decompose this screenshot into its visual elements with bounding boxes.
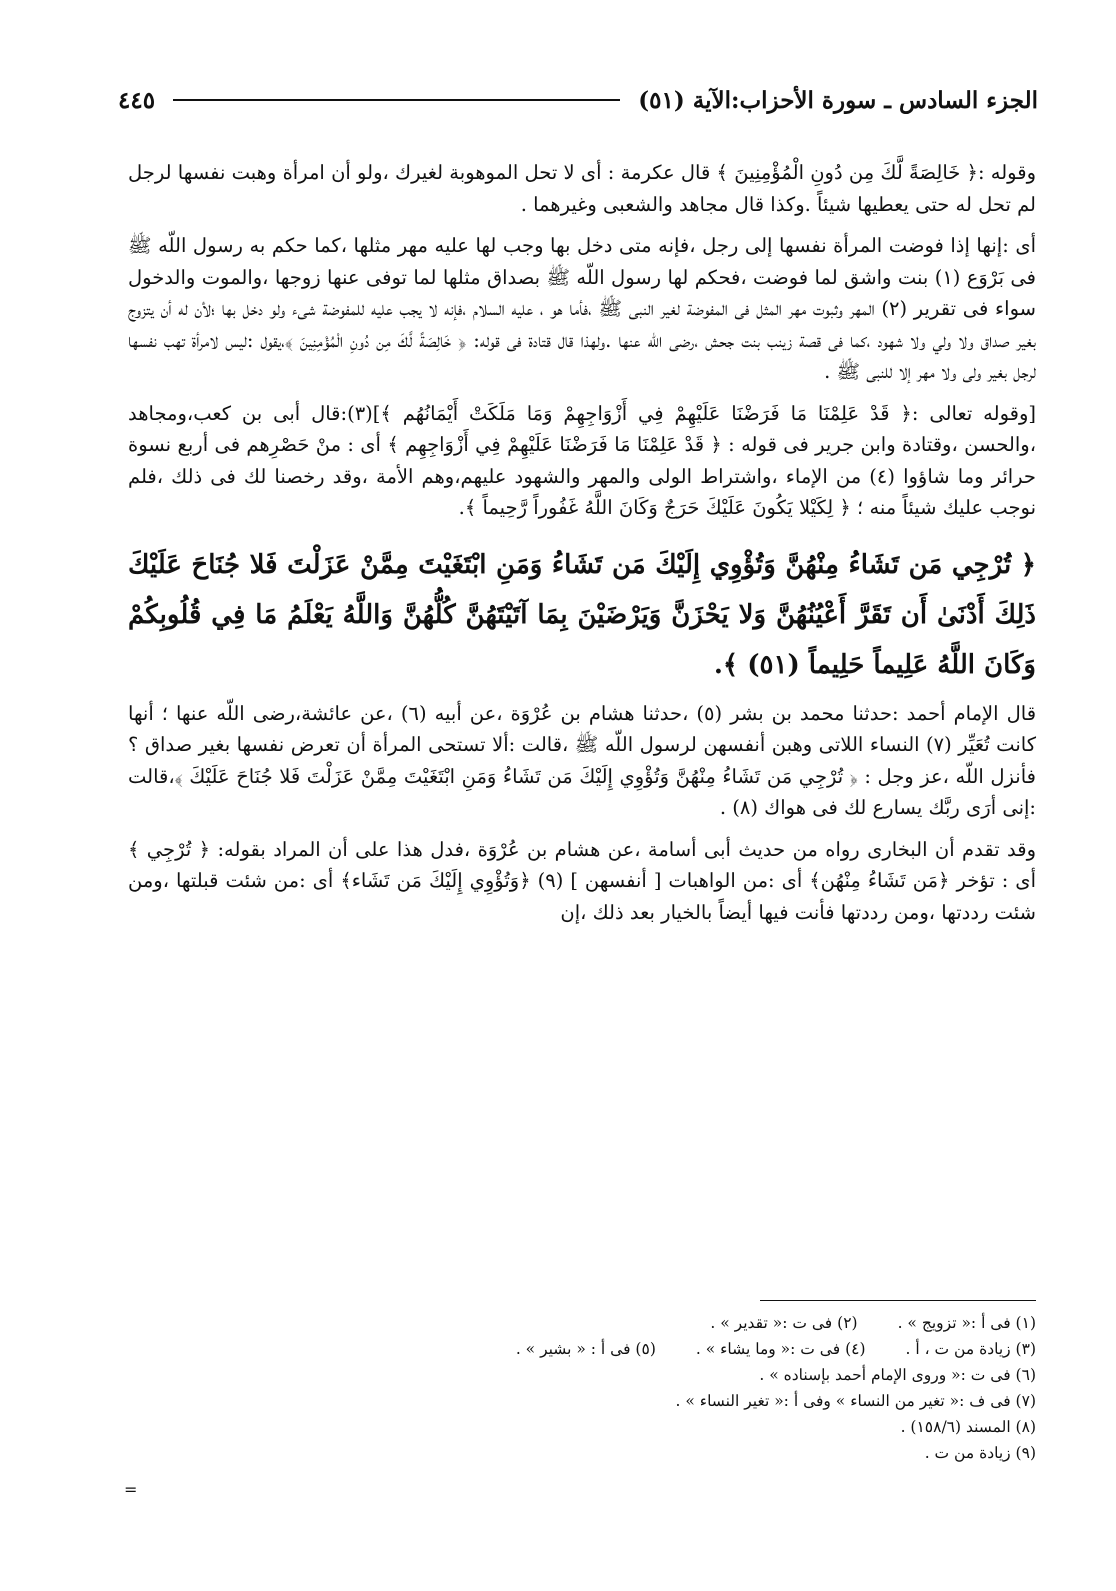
footnote-8: (٨) المسند (١٥٨/٦) . [900, 1418, 1036, 1436]
quran-verse-51: ﴿ تُرْجِي مَن تَشَاءُ مِنْهُنَّ وَتُؤْوِي إِلَيْكَ مَن تَشَاءُ وَمَنِ ابْتَغَيْتَ مِمَّنْ عَزَلْتَ فَلا جُنَاحَ عَلَيْكَ ذَلِكَ أَدْنَىٰ أَن تَقَرَّ أَعْيُنُهُنَّ وَلا يَحْزَنَّ وَيَرْضَيْنَ بِمَا آتَيْتَهُنَّ كُلُّهُنَّ وَاللَّهُ يَعْلَمُ مَا فِي قُلُوبِكُمْ وَكَانَ اللَّهُ عَلِيماً حَلِيماً (٥١) ﴾. [128, 549, 1036, 680]
footnote-3: (٣) زيادة من ت ، أ . [905, 1340, 1036, 1358]
footnote-row [300, 1362, 1036, 1388]
main-text [128, 157, 1036, 938]
footnote-4: (٤) فى ت :« وما يشاء » . [695, 1340, 866, 1358]
footnote-row [300, 1336, 1036, 1362]
footnote-row [300, 1440, 1036, 1466]
footnote-7: (٧) فى ف :« تغير من النساء » وفى أ :« تغير النساء » . [675, 1392, 1036, 1410]
paragraph-2: أى :إنها إذا فوضت المرأة نفسها إلى رجل ،فإنه متى دخل بها وجب لها عليه مهر مثلها ،كما حكم به رسول اللّه ﷺ فى بَرْوَع (١) بنت واشق لما فوضت ،فحكم لها رسول اللّه ﷺ بصداق مثلها لما توفى عنها زوجها ،والموت والدخول سواء فى تقرير (٢) المهر وثبوت مهر المثل فى المفوضة لغير النبى ﷺ ،فأما هو ، عليه السلام ،فإنه لا يجب عليه للمفوضة شىء ولو دخل بها ؛لأن له أن يتزوج بغير صداق ولا ولي ولا شهود ،كما فى قصة زينب بنت جحش ،رضى اللّه عنها .ولهذا قال قتادة فى قوله: ﴿ خَالِصَةً لَّكَ مِن دُونِ الْمُؤْمِنِينَ ﴾،يقول :ليس لامرأة تهب نفسها لرجل بغير ولى ولا مهر إلا للنبى ﷺ . [128, 234, 1036, 383]
header-title: الجزء السادس ـ سورة الأحزاب:الآية (٥١) [638, 86, 1038, 114]
footnote-row [300, 1310, 1036, 1336]
footnote-9: (٩) زيادة من ت . [924, 1444, 1036, 1462]
header-rule [173, 99, 620, 101]
running-header [118, 78, 1038, 122]
footnotes [300, 1310, 1036, 1466]
page-number: ٤٤٥ [118, 86, 156, 114]
paragraph-4: قال الإمام أحمد :حدثنا محمد بن بشر (٥) ،حدثنا هشام بن عُرْوَة ،عن أبيه (٦) ،عن عائشة،رضى اللّه عنها ؛ أنها كانت تُعَيِّر (٧) النساء اللاتى وهبن أنفسهن لرسول اللّه ﷺ ،قالت :ألا تستحى المرأة أن تعرض نفسها بغير صداق ؟فأنزل اللّه ،عز وجل : ﴿ تُرْجِي مَن تَشَاءُ مِنْهُنَّ وَتُؤْوِي إِلَيْكَ مَن تَشَاءُ وَمَنِ ابْتَغَيْتَ مِمَّنْ عَزَلْتَ فَلا جُنَاحَ عَلَيْكَ ﴾،قالت :إنى أرَى ربَّك يسارع لك فى هواك (٨) . [128, 701, 1037, 819]
footnote-1: (١) فى أ :« تزويج » . [897, 1314, 1036, 1332]
paragraph-1: وقوله :﴿ خَالِصَةً لَّكَ مِن دُونِ الْمُؤْمِنِينَ ﴾ قال عكرمة : أى لا تحل الموهوبة لغيرك ،ولو أن امرأة وهبت نفسها لرجل لم تحل له حتى يعطيها شيئاً .وكذا قال مجاهد والشعبى وغيرهما . [128, 161, 1036, 216]
footnote-rule [760, 1300, 1036, 1301]
footnote-row [300, 1388, 1036, 1414]
footnote-6: (٦) فى ت :« وروى الإمام أحمد بإسناده » . [759, 1366, 1036, 1384]
footnote-5: (٥) فى أ : « بشير » . [515, 1340, 656, 1358]
continuation-mark: = [124, 1480, 138, 1499]
footnote-row [300, 1414, 1036, 1440]
paragraph-3: [وقوله تعالى :﴿ قَدْ عَلِمْنَا مَا فَرَضْنَا عَلَيْهِمْ فِي أَزْوَاجِهِمْ وَمَا مَلَكَتْ أَيْمَانُهُم ﴾](٣):قال أبى بن كعب،ومجاهد ،والحسن ،وقتادة وابن جرير فى قوله : ﴿ قَدْ عَلِمْنَا مَا فَرَضْنَا عَلَيْهِمْ فِي أَزْوَاجِهِم ﴾ أى : منْ حَصْرِهم فى أربع نسوة حرائر وما شاؤوا (٤) من الإماء ،واشتراط الولى والمهر والشهود عليهم،وهم الأمة ،وقد رخصنا لك فى ذلك ،فلم نوجب عليك شيئاً منه ؛ ﴿ لِكَيْلا يَكُونَ عَلَيْكَ حَرَجٌ وَكَانَ اللَّهُ غَفُوراً رَّحِيماً ﴾. [128, 401, 1036, 519]
footnote-2: (٢) فى ت :« تقدير » . [710, 1314, 858, 1332]
paragraph-5: وقد تقدم أن البخارى رواه من حديث أبى أسامة ،عن هشام بن عُرْوَة ،فدل هذا على أن المراد بقوله: ﴿ تُرْجِي ﴾ أى : تؤخر ﴿مَن تَشَاءُ مِنْهُن﴾ أى :من الواهبات [ أنفسهن ] (٩) ﴿وَتُؤْوِي إِلَيْكَ مَن تَشَاء﴾ أى :من شئت قبلتها ،ومن شئت رددتها ،ومن رددتها فأنت فيها أيضاً بالخيار بعد ذلك ،إن [128, 837, 1036, 924]
